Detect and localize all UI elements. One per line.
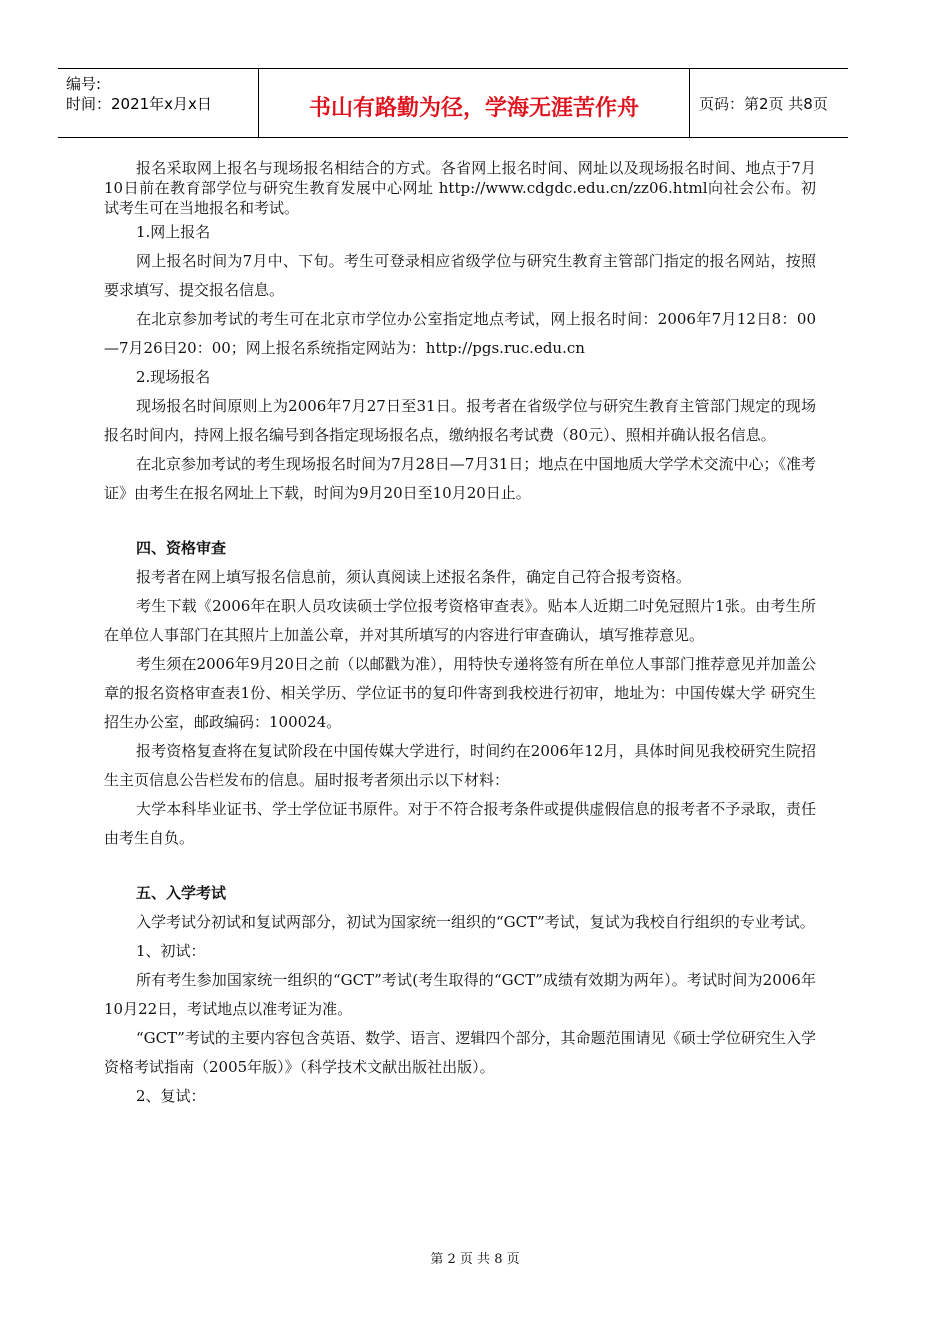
page-header <box>58 68 848 138</box>
paragraph-gct-exam: 所有考生参加国家统一组织的“GCT”考试(考生取得的“GCT”成绩有效期为两年）。考试时间为2006年10月22日，考试地点以准考证为准。 <box>104 971 816 1018</box>
subheading-retest: 2、复试： <box>136 1087 206 1105</box>
paragraph-beijing-onsite: 在北京参加考试的考生现场报名时间为7月28日—7月31日；地点在中国地质大学学术交流中心；《准考证》由考生在报名网址上下载，时间为9月20日至10月20日止。 <box>104 455 816 502</box>
header-motto-cell <box>258 69 690 137</box>
paragraph-read-conditions: 报考者在网上填写报名信息前，须认真阅读上述报名条件，确定自己符合报考资格。 <box>136 568 692 586</box>
paragraph-beijing-online: 在北京参加考试的考生可在北京市学位办公室指定地点考试，网上报名时间：2006年7月12日8：00—7月26日20：00；网上报名系统指定网站为：http://pgs.ruc.edu.cn <box>104 310 816 357</box>
subheading-online-registration: 1.网上报名 <box>136 223 211 241</box>
paragraph-materials: 大学本科毕业证书、学士学位证书原件。对于不符合报考条件或提供虚假信息的报考者不予录取，责任由考生自负。 <box>104 800 816 847</box>
paragraph-registration-method: 报名采取网上报名与现场报名相结合的方式。各省网上报名时间、网址以及现场报名时间、地点于7月10日前在教育部学位与研究生教育发展中心网址 http://www.cdgdc.edu.cn/zz06.html向社会公布。初试考生可在当地报名和考试。 <box>104 159 816 217</box>
document-body <box>104 158 816 1111</box>
paragraph-recheck: 报考资格复查将在复试阶段在中国传媒大学进行，时间约在2006年12月，具体时间见我校研究生院招生主页信息公告栏发布的信息。届时报考者须出示以下材料： <box>104 742 816 789</box>
paragraph-gct-content: “GCT”考试的主要内容包含英语、数学、语言、逻辑四个部分，其命题范围请见《硕士学位研究生入学资格考试指南（2005年版）》（科学技术文献出版社出版）。 <box>104 1029 816 1076</box>
section-heading-qualification: 四、资格审查 <box>136 539 227 557</box>
header-left-cell <box>58 69 258 137</box>
paragraph-onsite-time: 现场报名时间原则上为2006年7月27日至31日。报考者在省级学位与研究生教育主管部门规定的现场报名时间内，持网上报名编号到各指定现场报名点，缴纳报名考试费（80元）、照相并确认报名信息。 <box>104 397 816 444</box>
page-footer: 第 2 页 共 8 页 <box>430 1252 520 1267</box>
header-page-number: 页码：第2页 共8页 <box>699 95 828 113</box>
paragraph-exam-parts: 入学考试分初试和复试两部分，初试为国家统一组织的“GCT”考试，复试为我校自行组织的专业考试。 <box>136 913 815 931</box>
paragraph-download-form: 考生下载《2006年在职人员攻读硕士学位报考资格审查表》。贴本人近期二吋免冠照片1张。由考生所在单位人事部门在其照片上加盖公章，并对其所填写的内容进行审查确认，填写推荐意见。 <box>104 597 816 644</box>
document-time-label: 时间：2021年x月x日 <box>66 95 212 113</box>
header-motto: 书山有路勤为径，学海无涯苦作舟 <box>308 96 639 121</box>
document-number-label: 编号: <box>66 75 102 93</box>
paragraph-mail-form: 考生须在2006年9月20日之前（以邮戳为准），用特快专递将签有所在单位人事部门推荐意见并加盖公章的报名资格审查表1份、相关学历、学位证书的复印件寄到我校进行初审，地址为：中国传媒大学 研究生招生办公室，邮政编码：100024。 <box>104 655 816 731</box>
section-heading-exam: 五、入学考试 <box>136 884 227 902</box>
paragraph-online-time: 网上报名时间为7月中、下旬。考生可登录相应省级学位与研究生教育主管部门指定的报名网站，按照要求填写、提交报名信息。 <box>104 252 816 299</box>
subheading-onsite-registration: 2.现场报名 <box>136 368 211 386</box>
header-page-cell <box>689 69 848 137</box>
subheading-preliminary: 1、初试： <box>136 942 206 960</box>
